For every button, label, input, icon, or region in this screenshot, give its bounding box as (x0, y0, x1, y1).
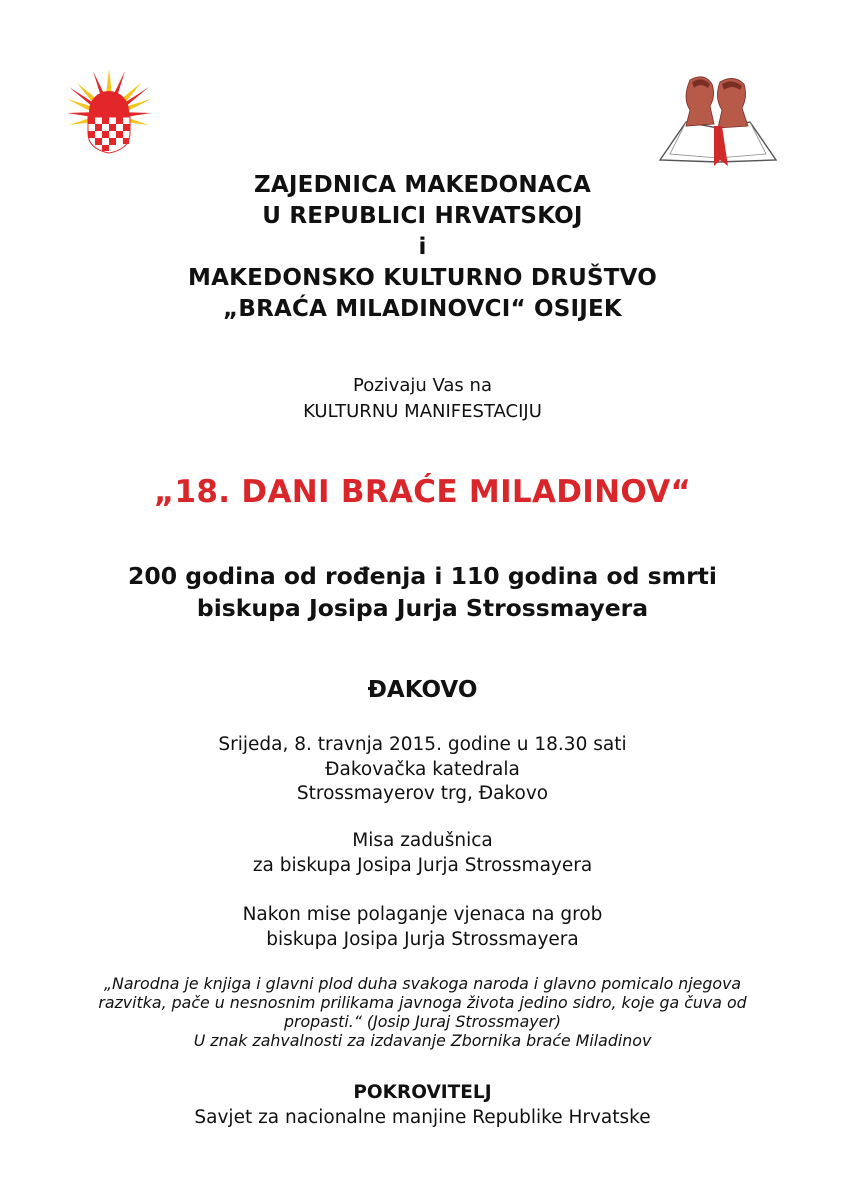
quote-line-3: propasti.“ (Josip Juraj Strossmayer) (284, 1012, 561, 1031)
event-address: Strossmayerov trg, Đakovo (296, 783, 549, 804)
quote-line-2: razvitka, pače u nesnosnim prilikama javnoga života jedino sidro, koje ga čuva od (98, 993, 747, 1012)
event-city: ĐAKOVO (367, 677, 478, 703)
wreath-line-1: Nakon mise polaganje vjenaca na grob (242, 904, 603, 925)
mass-line-2: za biskupa Josipa Jurja Strossmayera (252, 854, 593, 876)
quote-line-1: „Narodna je knjiga i glavni plod duha svakoga naroda i glavno pomicalo njegova (103, 974, 742, 993)
event-title: „18. DANI BRAĆE MILADINOV“ (153, 474, 692, 510)
wreath-line-2: biskupa Josipa Jurja Strossmayera (266, 928, 579, 950)
organizer-line-4: „BRAĆA MILADINOVCI“ OSIJEK (223, 296, 622, 322)
event-details (0, 733, 845, 807)
program-wreath (0, 903, 845, 952)
invitation-text (0, 373, 845, 425)
patron-name: Savjet za nacionalne manjine Republike Hrvatske (194, 1107, 651, 1128)
invitation-line-2: KULTURNU MANIFESTACIJU (303, 401, 542, 422)
invitation-line-1: Pozivaju Vas na (353, 375, 492, 396)
organizers-heading (0, 170, 845, 325)
organizer-line-1: ZAJEDNICA MAKEDONACA (254, 172, 591, 198)
event-subtitle-line-2: biskupa Josipa Jurja Strossmayera (196, 594, 649, 622)
patron-label: POKROVITELJ (353, 1082, 492, 1103)
quote-line-4: U znak zahvalnosti za izdavanje Zbornika braće Miladinov (193, 1031, 652, 1050)
event-venue: Đakovačka katedrala (325, 758, 520, 780)
society-logo-icon (656, 70, 780, 168)
program-mass (0, 829, 845, 878)
organizer-conjunction: i (418, 234, 427, 260)
event-subtitle (20, 560, 825, 624)
organizer-line-3: MAKEDONSKO KULTURNO DRUŠTVO (188, 265, 657, 291)
organizer-line-2: U REPUBLICI HRVATSKOJ (262, 203, 583, 229)
community-logo-icon (66, 68, 152, 154)
event-datetime: Srijeda, 8. travnja 2015. godine u 18.30 sati (218, 734, 627, 755)
strossmayer-quote (30, 974, 815, 1050)
mass-line-1: Misa zadušnica (352, 830, 493, 851)
event-subtitle-line-1: 200 godina od rođenja i 110 godina od smrti (128, 562, 717, 590)
